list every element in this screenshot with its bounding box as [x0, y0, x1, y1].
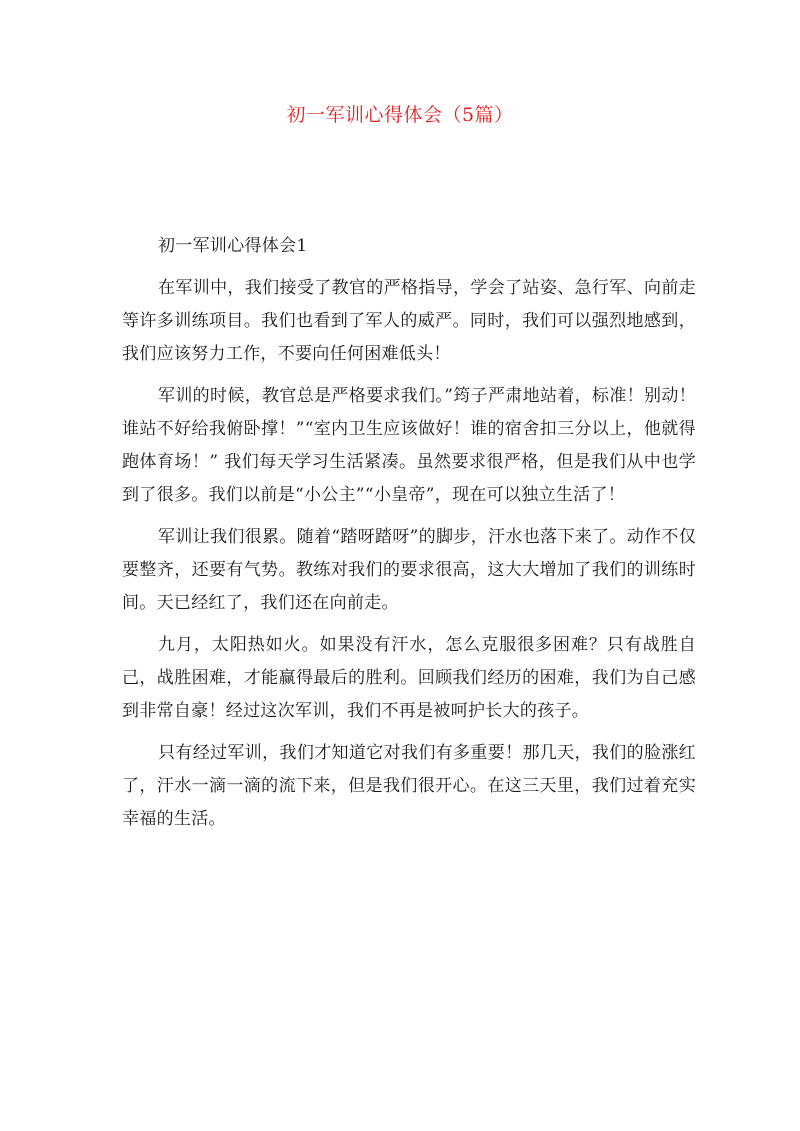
paragraph-2: 军训的时候，教官总是严格要求我们。”筠子严肃地站着，标准！别动！谁站不好给我俯卧撑！”“室内卫生应该做好！谁的宿舍扣三分以上，他就得跑体育场！” 我们每天学习生活紧凑。虽然要求很严格，但是我们从中也学到了很多。我们以前是“小公主”“小皇帝”，现在可以独立生活了！ [122, 386, 696, 505]
paragraph-4: 九月，太阳热如火。如果没有汗水，怎么克服很多困难？只有战胜自己，战胜困难，才能赢得最后的胜利。回顾我们经历的困难，我们为自己感到非常自豪！经过这次军训，我们不再是被呵护长大的孩子。 [122, 635, 696, 721]
paragraph-5: 只有经过军训，我们才知道它对我们有多重要！那几天，我们的脸涨红了，汗水一滴一滴的流下来，但是我们很开心。在这三天里，我们过着充实幸福的生活。 [122, 743, 696, 829]
document-title: 初一军训心得体会（5篇） [286, 104, 514, 126]
paragraph-1: 在军训中，我们接受了教官的严格指导，学会了站姿、急行军、向前走等许多训练项目。我们也看到了军人的威严。同时，我们可以强烈地感到，我们应该努力工作，不要向任何困难低头！ [122, 278, 696, 364]
document-body [122, 230, 696, 845]
paragraph-3: 军训让我们很累。随着“踏呀踏呀”的脚步，汗水也落下来了。动作不仅要整齐，还要有气势。教练对我们的要求很高，这大大增加了我们的训练时间。天已经红了，我们还在向前走。 [122, 527, 696, 613]
section-heading: 初一军训心得体会1 [158, 236, 308, 256]
